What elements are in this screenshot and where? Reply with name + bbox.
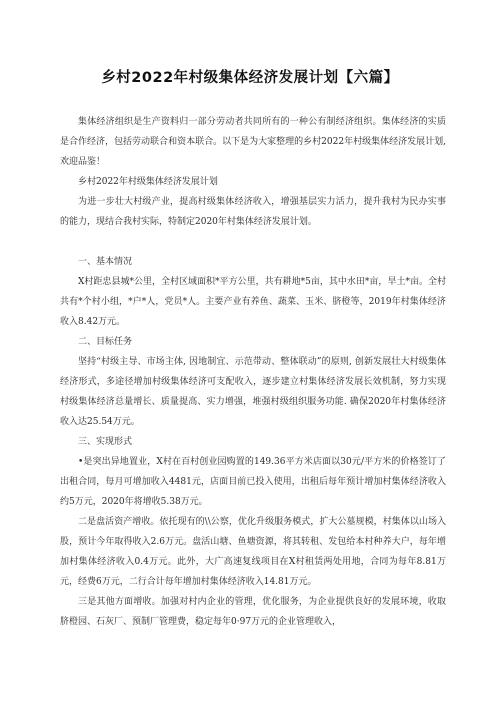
- intro-paragraph: 集体经济组织是生产资料归一部分劳动者共同所有的一种公有制经济组织。集体经济的实质是合作经济，包括劳动联合和资本联合。以下是为大家整理的乡村2022年村级集体经济发展计划, 欢迎品鉴！: [60, 117, 446, 167]
- document-body: [60, 112, 446, 632]
- document-title: 乡村2022年村级集体经济发展计划【六篇】: [101, 70, 399, 86]
- section-2-paragraph: 坚持“村级主导、市场主体, 因地制宜、示范带动、整体联动”的原则, 创新发展壮大村级集体经济形式，多途径增加村级集体经济可支配收入，逐步建立村集体经济发展长效机制，努力实现村级集体经济总量增长、质量提高、实力增强，堆强村级组织服务功能. 确保2020年村集体经济收入达25.54万元。: [60, 357, 446, 427]
- section-3-heading: 三、实现形式: [78, 437, 133, 447]
- section-2-heading: 二、目标任务: [78, 337, 133, 347]
- article-title: 乡村2022年村级集体经济发展计划: [78, 177, 218, 187]
- section-3-paragraph-1: •是突出异地置业，X村在百村创业园购置的149.36平方米店面以30元/平方米的价格签订了出租合同，每月可增加收入4481元，店面目前已投入使用，出租后每年预计增加村集体经济收入约5万元，2020年将增收5.38万元。: [60, 457, 446, 507]
- section-3-paragraph-3: 三是其他方面增收。加强对村内企业的管理，优化服务，为企业提供良好的发展环境，收取脐橙园、石灰厂、预制厂管理费，稳定每年0·97万元的企业管理收入，: [60, 597, 446, 627]
- section-1-heading: 一、基本情况: [78, 257, 133, 267]
- section-3-paragraph-2: 二是盘活资产增收。依托现有的\\公察，优化升级服务模式，扩大公墓规模，村集体以山场入股，预计今年取得收入2.6万元。盘活山塘、鱼塘资源，将其转租、发包给本村种养大户，每年增加村集体经济收入0.4万元。此外，大广高速复线项目在X村租赁两处用地，合同为每年8.81万元，经费6万元，二行合计每年增加村集体经济收入14.81万元。: [60, 517, 446, 587]
- spacer: [60, 232, 446, 252]
- section-1-paragraph: X村距忠县城*公里，全村区域面积*平方公里，共有耕地*5亩，其中水田*亩，旱土*亩。全村共有*个村小组，*户*人，党员*人。主要产业有养鱼、蔬菜、玉米、脐橙等，2019年村集体经济收入8.42万元。: [60, 277, 446, 327]
- preface-paragraph: 为进一步壮大村级产业，提高村级集体经济收入，增强基层实力活力，提升我村为民办实事的能力，现结合我村实际，特制定2020年村集体经济发展计划。: [60, 197, 446, 227]
